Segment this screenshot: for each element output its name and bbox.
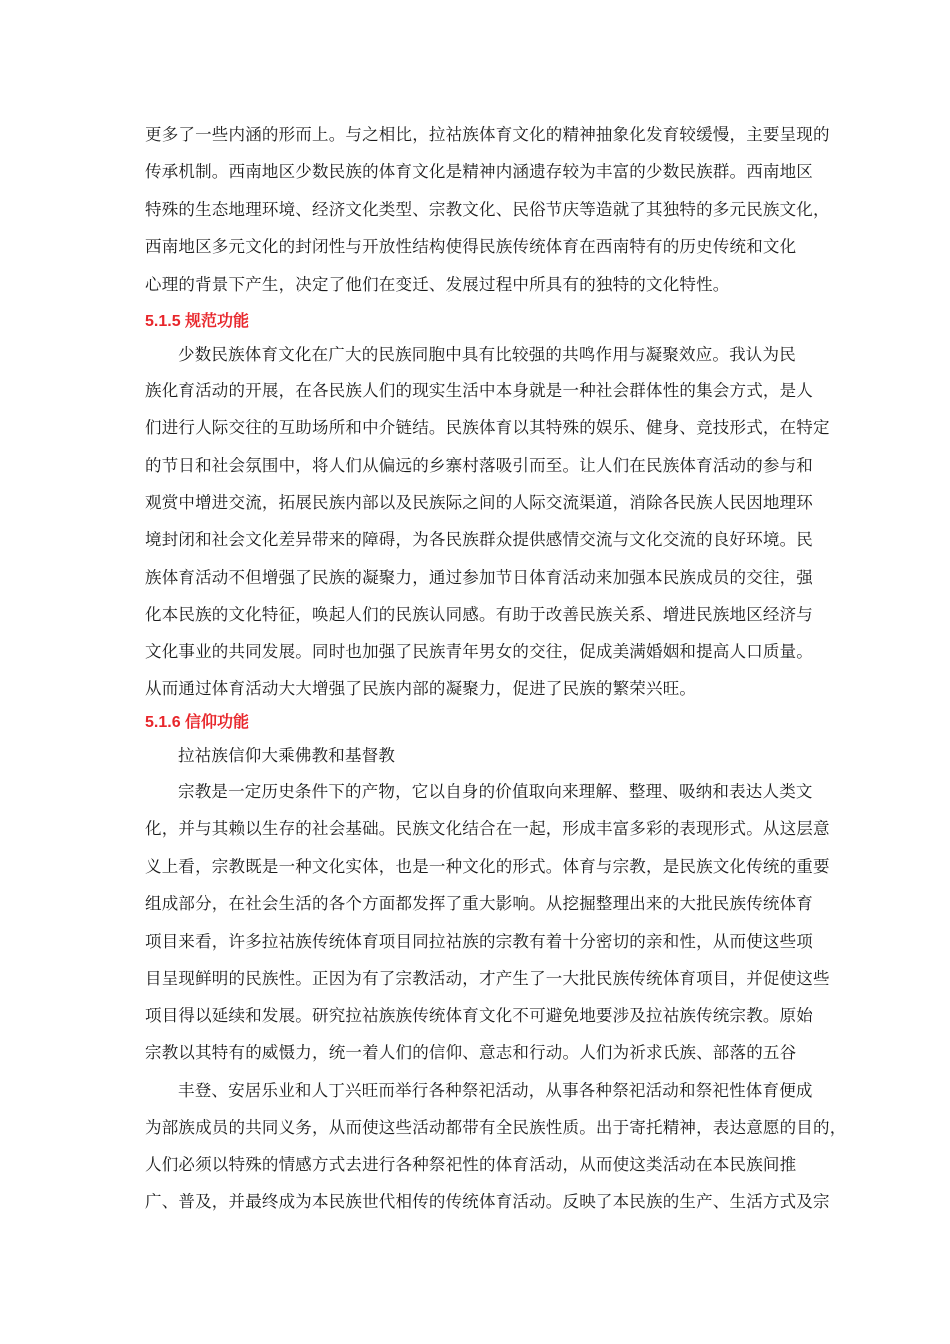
text-line: 特殊的生态地理环境、经济文化类型、宗教文化、民俗节庆等造就了其独特的多元民族文化， <box>145 200 830 219</box>
text-line: 文化事业的共同发展。同时也加强了民族青年男女的交往，促成美满婚姻和提高人口质量。 <box>145 642 813 661</box>
text-line: 项目得以延续和发展。研究拉祜族族传统体育文化不可避免地要涉及拉祜族传统宗教。原始 <box>145 1006 813 1025</box>
text-line: 观赏中增进交流，拓展民族内部以及民族际之间的人际交流渠道，消除各民族人民因地理环 <box>145 493 813 512</box>
text-line: 们进行人际交往的互助场所和中介链结。民族体育以其特殊的娱乐、健身、竞技形式，在特定 <box>145 418 830 437</box>
text-line: 族体育活动不但增强了民族的凝聚力，通过参加节日体育活动来加强本民族成员的交往，强 <box>145 568 813 587</box>
section-heading: 5.1.6 信仰功能 <box>145 714 250 731</box>
text-line: 心理的背景下产生，决定了他们在变迁、发展过程中所具有的独特的文化特性。 <box>145 275 730 294</box>
text-line: 组成部分，在社会生活的各个方面都发挥了重大影响。从挖掘整理出来的大批民族传统体育 <box>145 894 813 913</box>
text-line: 化本民族的文化特征，唤起人们的民族认同感。有助于改善民族关系、增进民族地区经济与 <box>145 605 813 624</box>
text-line: 少数民族体育文化在广大的民族同胞中具有比较强的共鸣作用与凝聚效应。我认为民 <box>178 345 796 364</box>
text-line: 目呈现鲜明的民族性。正因为有了宗教活动，才产生了一大批民族传统体育项目，并促使这些 <box>145 969 830 988</box>
text-line: 传承机制。西南地区少数民族的体育文化是精神内涵遗存较为丰富的少数民族群。西南地区 <box>145 162 813 181</box>
text-line: 化，并与其赖以生存的社会基础。民族文化结合在一起，形成丰富多彩的表现形式。从这层意 <box>145 819 830 838</box>
text-line: 广、普及，并最终成为本民族世代相传的传统体育活动。反映了本民族的生产、生活方式及宗 <box>145 1192 830 1211</box>
text-line: 更多了一些内涵的形而上。与之相比，拉祜族体育文化的精神抽象化发育较缓慢，主要呈现的 <box>145 125 830 144</box>
text-line: 人们必须以特殊的情感方式去进行各种祭祀性的体育活动，从而使这类活动在本民族间推 <box>145 1155 797 1174</box>
text-line: 为部族成员的共同义务，从而使这些活动都带有全民族性质。出于寄托精神，表达意愿的目的， <box>145 1118 847 1137</box>
section-heading: 5.1.5 规范功能 <box>145 313 250 330</box>
text-line: 宗教以其特有的威慑力，统一着人们的信仰、意志和行动。人们为祈求氏族、部落的五谷 <box>145 1043 797 1062</box>
text-line: 族化育活动的开展，在各民族人们的现实生活中本身就是一种社会群体性的集会方式，是人 <box>145 381 813 400</box>
text-line: 从而通过体育活动大大增强了民族内部的凝聚力，促进了民族的繁荣兴旺。 <box>145 679 697 698</box>
text-line: 西南地区多元文化的封闭性与开放性结构使得民族传统体育在西南特有的历史传统和文化 <box>145 237 797 256</box>
text-line: 义上看，宗教既是一种文化实体，也是一种文化的形式。体育与宗教，是民族文化传统的重要 <box>145 857 830 876</box>
text-line: 拉祜族信仰大乘佛教和基督教 <box>178 746 396 765</box>
text-line: 项目来看，许多拉祜族传统体育项目同拉祜族的宗教有着十分密切的亲和性，从而使这些项 <box>145 932 813 951</box>
text-line: 宗教是一定历史条件下的产物，它以自身的价值取向来理解、整理、吸纳和表达人类文 <box>178 782 813 801</box>
text-line: 丰登、安居乐业和人丁兴旺而举行各种祭祀活动，从事各种祭祀活动和祭祀性体育便成 <box>178 1081 813 1100</box>
text-line: 境封闭和社会文化差异带来的障碍，为各民族群众提供感情交流与文化交流的良好环境。民 <box>145 530 813 549</box>
text-line: 的节日和社会氛围中，将人们从偏远的乡寨村落吸引而至。让人们在民族体育活动的参与和 <box>145 456 813 475</box>
